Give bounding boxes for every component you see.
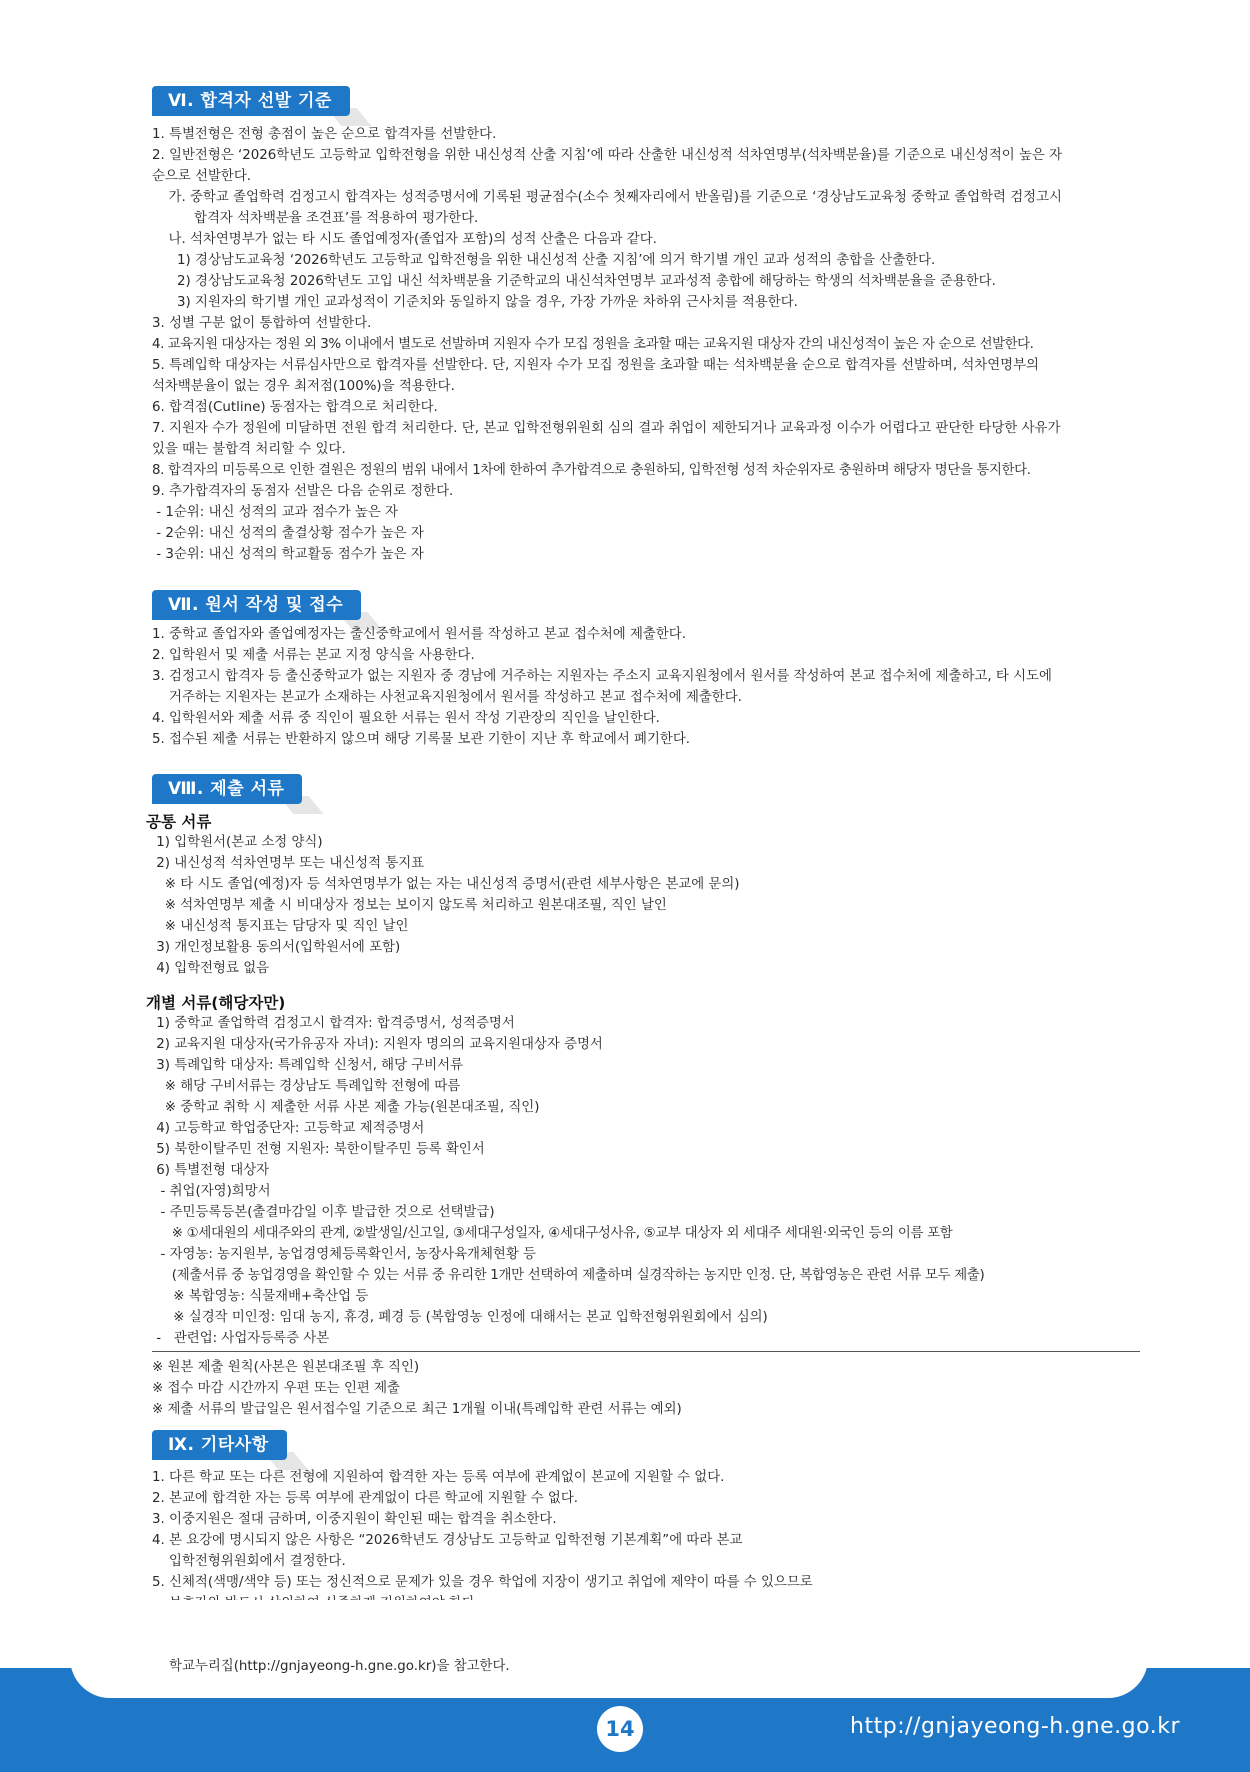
text-line: 가. 중학교 졸업학력 검정고시 합격자는 성적증명서에 기록된 평균점수(소수 첫째자리에서 반올림)를 기준으로 ‘경상남도교육청 중학교 졸업학력 검정고시: [160, 190, 1062, 205]
section-heading-8: Ⅷ. 제출 서류: [152, 774, 302, 804]
text-line: - 1순위: 내신 성적의 교과 점수가 높은 자: [152, 505, 398, 520]
footer-curve: [70, 1600, 1148, 1698]
text-line: (제출서류 중 농업경영을 확인할 수 있는 서류 중 유리한 1개만 선택하여 제출하며 실경작하는 농지만 인정. 단, 복합영농은 관련 서류 모두 제출): [152, 1268, 985, 1283]
text-line: 2) 교육지원 대상자(국가유공자 자녀): 지원자 명의의 교육지원대상자 증명서: [152, 1037, 603, 1052]
section-heading-6: Ⅵ. 합격자 선발 기준: [152, 86, 350, 116]
text-line: ※ 복합영농: 식물재배+축산업 등: [152, 1289, 369, 1304]
text-line: 1. 특별전형은 전형 총점이 높은 순으로 합격자를 선발한다.: [152, 127, 497, 142]
note-line: ※ 원본 제출 원칙(사본은 원본대조필 후 직인): [152, 1360, 420, 1375]
text-line: 2) 내신성적 석차연명부 또는 내신성적 통지표: [152, 856, 425, 871]
section-heading-7: Ⅶ. 원서 작성 및 접수: [152, 590, 361, 620]
text-line: ※ 석차연명부 제출 시 비대상자 정보는 보이지 않도록 처리하고 원본대조필, 직인 날인: [152, 898, 667, 913]
text-line: ※ ①세대원의 세대주와의 관계, ②발생일/신고일, ③세대구성일자, ④세대구성사유, ⑤교부 대상자 외 세대주 세대원·외국인 등의 이름 포함: [152, 1226, 953, 1241]
text-line: 석차백분율이 없는 경우 최저점(100%)을 적용한다.: [152, 379, 455, 394]
text-line: 1. 중학교 졸업자와 졸업예정자는 출신중학교에서 원서를 작성하고 본교 접수처에 제출한다.: [152, 627, 686, 642]
text-line: 학교누리집(http://gnjayeong-h.gne.go.kr)을 참고한다.: [152, 1659, 510, 1674]
text-line: 1) 중학교 졸업학력 검정고시 합격자: 합격증명서, 성적증명서: [152, 1016, 515, 1031]
individual-documents-title: 개별 서류(해당자만): [146, 994, 286, 1012]
text-line: ※ 중학교 취학 시 제출한 서류 사본 제출 가능(원본대조필, 직인): [152, 1100, 540, 1115]
text-line: ※ 실경작 미인정: 임대 농지, 휴경, 폐경 등 (복합영농 인정에 대해서는 본교 입학전형위원회에서 심의): [152, 1310, 768, 1325]
text-line: 나. 석차연명부가 없는 타 시도 졸업예정자(졸업자 포함)의 성적 산출은 다음과 같다.: [160, 232, 657, 247]
text-line: 7. 지원자 수가 정원에 미달하면 전원 합격 처리한다. 단, 본교 입학전형위원회 심의 결과 취업이 제한되거나 교육과정 이수가 어렵다고 판단한 타당한 사유가: [152, 421, 1061, 436]
text-line: ※ 해당 구비서류는 경상남도 특례입학 전형에 따름: [152, 1079, 461, 1094]
text-line: 4. 본 요강에 명시되지 않은 사항은 “2026학년도 경상남도 고등학교 입학전형 기본계획”에 따라 본교: [152, 1533, 743, 1548]
text-line: ※ 내신성적 통지표는 담당자 및 직인 날인: [152, 919, 409, 934]
footer-url[interactable]: http://gnjayeong-h.gne.go.kr: [850, 1714, 1180, 1739]
text-line: 3. 검정고시 합격자 등 출신중학교가 없는 지원자 중 경남에 거주하는 지원자는 주소지 교육지원청에서 원서를 작성하여 본교 접수처에 제출하고, 타 시도에: [152, 669, 1052, 684]
text-line: 6) 특별전형 대상자: [152, 1163, 270, 1178]
text-line: 5) 북한이탈주민 전형 지원자: 북한이탈주민 등록 확인서: [152, 1142, 485, 1157]
text-line: 3) 개인정보활용 동의서(입학원서에 포함): [152, 940, 401, 955]
text-line: 1) 입학원서(본교 소정 양식): [152, 835, 323, 850]
text-line: - 2순위: 내신 성적의 출결상황 점수가 높은 자: [152, 526, 424, 541]
text-line: 6. 합격점(Cutline) 동점자는 합격으로 처리한다.: [152, 400, 438, 415]
text-line: - 3순위: 내신 성적의 학교활동 점수가 높은 자: [152, 547, 424, 562]
text-line: 4. 입학원서와 제출 서류 중 직인이 필요한 서류는 원서 작성 기관장의 직인을 날인한다.: [152, 711, 660, 726]
text-line: 순으로 선발한다.: [152, 169, 252, 184]
text-line: 2) 경상남도교육청 2026학년도 고입 내신 석차백분율 기준학교의 내신석차연명부 교과성적 총합에 해당하는 학생의 석차백분율을 준용한다.: [160, 274, 996, 289]
text-line: 5. 신체적(색맹/색약 등) 또는 정신적으로 문제가 있을 경우 학업에 지장이 생기고 취업에 제약이 따를 수 있으므로: [152, 1575, 813, 1590]
text-line: - 자영농: 농지원부, 농업경영체등록확인서, 농장사육개체현황 등: [152, 1247, 536, 1262]
text-line: 3) 지원자의 학기별 개인 교과성적이 기준치와 동일하지 않을 경우, 가장 가까운 차하위 근사치를 적용한다.: [160, 295, 798, 310]
text-line: 3) 특례입학 대상자: 특례입학 신청서, 해당 구비서류: [152, 1058, 464, 1073]
text-line: 3. 성별 구분 없이 통합하여 선발한다.: [152, 316, 372, 331]
text-line: 4) 입학전형료 없음: [152, 961, 270, 976]
note-line: ※ 제출 서류의 발급일은 원서접수일 기준으로 최근 1개월 이내(특례입학 관련 서류는 예외): [152, 1402, 682, 1417]
text-line: 1. 다른 학교 또는 다른 전형에 지원하여 합격한 자는 등록 여부에 관계없이 본교에 지원할 수 없다.: [152, 1470, 725, 1485]
text-line: 있을 때는 불합격 처리할 수 있다.: [152, 442, 346, 457]
text-line: - 취업(자영)희망서: [152, 1184, 271, 1199]
text-line: 4) 고등학교 학업중단자: 고등학교 제적증명서: [152, 1121, 425, 1136]
text-line: - 관련업: 사업자등록증 사본: [152, 1331, 330, 1346]
text-line: 5. 특례입학 대상자는 서류심사만으로 합격자를 선발한다. 단, 지원자 수가 모집 정원을 초과할 때는 석차백분율 순으로 합격자를 선발하며, 석차연명부의: [152, 358, 1039, 373]
text-line: - 주민등록등본(출결마감일 이후 발급한 것으로 선택발급): [152, 1205, 495, 1220]
text-line: 3. 이중지원은 절대 금하며, 이중지원이 확인된 때는 합격을 취소한다.: [152, 1512, 557, 1527]
text-line: 8. 합격자의 미등록으로 인한 결원은 정원의 범위 내에서 1차에 한하여 추가합격으로 충원하되, 입학전형 성적 차순위자로 충원하며 해당자 명단을 통지한다.: [152, 463, 1031, 478]
text-line: 5. 접수된 제출 서류는 반환하지 않으며 해당 기록물 보관 기한이 지난 후 학교에서 폐기한다.: [152, 732, 691, 747]
common-documents-title: 공통 서류: [146, 813, 212, 831]
page-number: 14: [597, 1706, 643, 1752]
text-line: 2. 일반전형은 ‘2026학년도 고등학교 입학전형을 위한 내신성적 산출 지침’에 따라 산출한 내신성적 석차연명부(석차백분율)를 기준으로 내신성적이 높은 자: [152, 148, 1063, 163]
text-line: 2. 본교에 합격한 자는 등록 여부에 관계없이 다른 학교에 지원할 수 없다.: [152, 1491, 579, 1506]
text-line: 2. 입학원서 및 제출 서류는 본교 지정 양식을 사용한다.: [152, 648, 475, 663]
text-line: 4. 교육지원 대상자는 정원 외 3% 이내에서 별도로 선발하며 지원자 수가 모집 정원을 초과할 때는 교육지원 대상자 간의 내신성적이 높은 자 순으로 선발한다.: [152, 337, 1034, 352]
text-line: 1) 경상남도교육청 ‘2026학년도 고등학교 입학전형을 위한 내신성적 산출 지침’에 의거 학기별 개인 교과 성적의 총합을 산출한다.: [160, 253, 936, 268]
section-heading-9: Ⅸ. 기타사항: [152, 1430, 287, 1460]
text-line: ※ 타 시도 졸업(예정)자 등 석차연명부가 없는 자는 내신성적 증명서(관련 세부사항은 본교에 문의): [152, 877, 740, 892]
text-line: 9. 추가합격자의 동점자 선발은 다음 순위로 정한다.: [152, 484, 454, 499]
note-line: ※ 접수 마감 시간까지 우편 또는 인편 제출: [152, 1381, 400, 1396]
text-line: 입학전형위원회에서 결정한다.: [152, 1554, 346, 1569]
divider: [152, 1351, 1140, 1352]
text-line: 거주하는 지원자는 본교가 소재하는 사천교육지원청에서 원서를 작성하고 본교 접수처에 제출한다.: [152, 690, 742, 705]
text-line: 합격자 석차백분율 조견표’를 적용하여 평가한다.: [160, 211, 479, 226]
